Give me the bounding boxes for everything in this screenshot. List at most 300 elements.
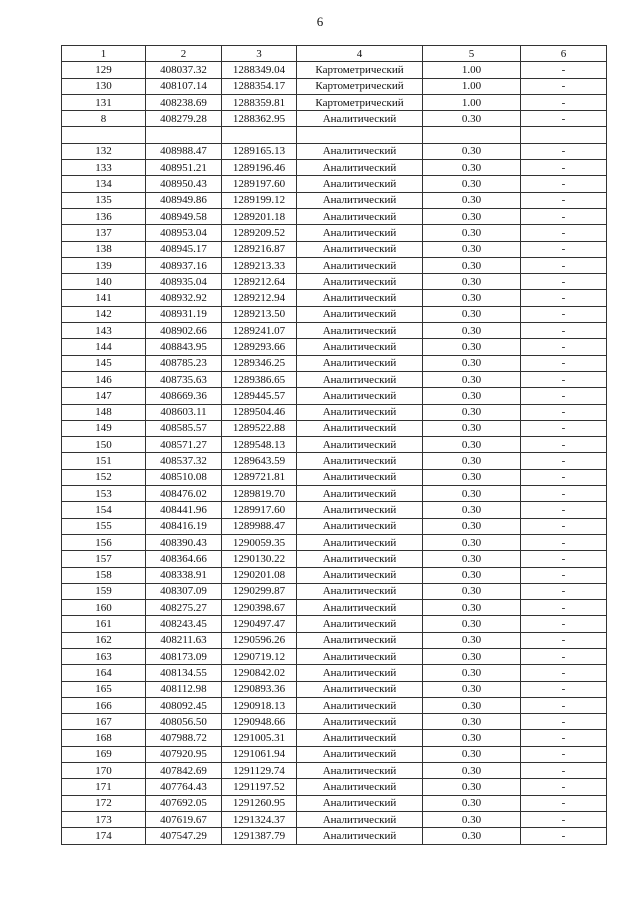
accuracy-cell: 0.30 [423,371,521,387]
accuracy-cell: 0.30 [423,404,521,420]
description-cell: - [521,62,607,78]
description-cell: - [521,323,607,339]
description-cell: - [521,339,607,355]
y-coordinate-cell: 1291260.95 [222,795,297,811]
table-row [62,811,607,827]
description-cell: - [521,697,607,713]
table-row [62,665,607,681]
x-coordinate-cell: 408238.69 [146,94,222,110]
description-cell: - [521,274,607,290]
y-coordinate-cell: 1289917.60 [222,502,297,518]
x-coordinate-cell: 407988.72 [146,730,222,746]
y-coordinate-cell: 1291324.37 [222,811,297,827]
spacer-cell [423,127,521,143]
description-cell: - [521,143,607,159]
header-cell-5: 5 [423,46,521,62]
accuracy-cell: 0.30 [423,600,521,616]
description-cell: - [521,534,607,550]
header-row [62,46,607,62]
x-coordinate-cell: 408571.27 [146,437,222,453]
method-cell: Аналитический [297,469,423,485]
description-cell: - [521,518,607,534]
header-cell-2: 2 [146,46,222,62]
accuracy-cell: 0.30 [423,779,521,795]
point-number-cell: 130 [62,78,146,94]
x-coordinate-cell: 408931.19 [146,306,222,322]
method-cell: Аналитический [297,518,423,534]
table-row [62,518,607,534]
point-number-cell: 144 [62,339,146,355]
description-cell: - [521,730,607,746]
page-number: 6 [316,14,324,29]
accuracy-cell: 0.30 [423,290,521,306]
x-coordinate-cell: 408107.14 [146,78,222,94]
accuracy-cell: 0.30 [423,665,521,681]
point-number-cell: 160 [62,600,146,616]
table-row [62,111,607,127]
y-coordinate-cell: 1289199.12 [222,192,297,208]
table-row [62,388,607,404]
description-cell: - [521,94,607,110]
description-cell: - [521,469,607,485]
accuracy-cell: 0.30 [423,274,521,290]
point-number-cell: 131 [62,94,146,110]
point-number-cell: 134 [62,176,146,192]
x-coordinate-cell: 408134.55 [146,665,222,681]
coordinates-table [61,45,607,845]
description-cell: - [521,306,607,322]
x-coordinate-cell: 408669.36 [146,388,222,404]
table-row [62,323,607,339]
table-row [62,616,607,632]
x-coordinate-cell: 407764.43 [146,779,222,795]
point-number-cell: 145 [62,355,146,371]
y-coordinate-cell: 1289504.46 [222,404,297,420]
x-coordinate-cell: 408953.04 [146,225,222,241]
y-coordinate-cell: 1289197.60 [222,176,297,192]
x-coordinate-cell: 407842.69 [146,763,222,779]
y-coordinate-cell: 1289721.81 [222,469,297,485]
table-row [62,176,607,192]
point-number-cell: 150 [62,437,146,453]
description-cell: - [521,78,607,94]
y-coordinate-cell: 1291005.31 [222,730,297,746]
point-number-cell: 138 [62,241,146,257]
x-coordinate-cell: 408112.98 [146,681,222,697]
description-cell: - [521,437,607,453]
y-coordinate-cell: 1289293.66 [222,339,297,355]
accuracy-cell: 0.30 [423,518,521,534]
accuracy-cell: 0.30 [423,746,521,762]
table-row [62,274,607,290]
method-cell: Аналитический [297,811,423,827]
spacer-cell [297,127,423,143]
y-coordinate-cell: 1290948.66 [222,714,297,730]
table-row [62,795,607,811]
accuracy-cell: 1.00 [423,78,521,94]
x-coordinate-cell: 408338.91 [146,567,222,583]
method-cell: Аналитический [297,192,423,208]
point-number-cell: 164 [62,665,146,681]
point-number-cell: 143 [62,323,146,339]
x-coordinate-cell: 408935.04 [146,274,222,290]
accuracy-cell: 0.30 [423,306,521,322]
spacer-cell [521,127,607,143]
accuracy-cell: 0.30 [423,616,521,632]
table-row [62,632,607,648]
method-cell: Аналитический [297,795,423,811]
header-cell-4: 4 [297,46,423,62]
description-cell: - [521,665,607,681]
point-number-cell: 151 [62,453,146,469]
method-cell: Аналитический [297,339,423,355]
point-number-cell: 165 [62,681,146,697]
y-coordinate-cell: 1288359.81 [222,94,297,110]
method-cell: Аналитический [297,453,423,469]
x-coordinate-cell: 408603.11 [146,404,222,420]
method-cell: Аналитический [297,486,423,502]
point-number-cell: 167 [62,714,146,730]
point-number-cell: 173 [62,811,146,827]
method-cell: Аналитический [297,730,423,746]
method-cell: Аналитический [297,355,423,371]
description-cell: - [521,632,607,648]
method-cell: Картометрический [297,94,423,110]
accuracy-cell: 0.30 [423,192,521,208]
description-cell: - [521,176,607,192]
x-coordinate-cell: 408735.63 [146,371,222,387]
accuracy-cell: 0.30 [423,323,521,339]
description-cell: - [521,502,607,518]
x-coordinate-cell: 408951.21 [146,160,222,176]
x-coordinate-cell: 408902.66 [146,323,222,339]
point-number-cell: 148 [62,404,146,420]
table-row [62,420,607,436]
method-cell: Картометрический [297,62,423,78]
y-coordinate-cell: 1290893.36 [222,681,297,697]
y-coordinate-cell: 1289212.94 [222,290,297,306]
x-coordinate-cell: 408037.32 [146,62,222,78]
method-cell: Аналитический [297,257,423,273]
x-coordinate-cell: 408937.16 [146,257,222,273]
accuracy-cell: 0.30 [423,730,521,746]
spacer-cell [62,127,146,143]
description-cell: - [521,371,607,387]
description-cell: - [521,616,607,632]
method-cell: Аналитический [297,274,423,290]
y-coordinate-cell: 1289212.64 [222,274,297,290]
method-cell: Аналитический [297,714,423,730]
description-cell: - [521,828,607,844]
x-coordinate-cell: 408932.92 [146,290,222,306]
y-coordinate-cell: 1288362.95 [222,111,297,127]
x-coordinate-cell: 408173.09 [146,648,222,664]
x-coordinate-cell: 408056.50 [146,714,222,730]
description-cell: - [521,290,607,306]
point-number-cell: 149 [62,420,146,436]
y-coordinate-cell: 1289643.59 [222,453,297,469]
x-coordinate-cell: 408537.32 [146,453,222,469]
point-number-cell: 161 [62,616,146,632]
point-number-cell: 154 [62,502,146,518]
table-row [62,355,607,371]
accuracy-cell: 0.30 [423,453,521,469]
x-coordinate-cell: 408785.23 [146,355,222,371]
method-cell: Аналитический [297,665,423,681]
header-cell-1: 1 [62,46,146,62]
y-coordinate-cell: 1289241.07 [222,323,297,339]
y-coordinate-cell: 1289216.87 [222,241,297,257]
accuracy-cell: 0.30 [423,502,521,518]
description-cell: - [521,811,607,827]
y-coordinate-cell: 1291197.52 [222,779,297,795]
point-number-cell: 129 [62,62,146,78]
description-cell: - [521,257,607,273]
y-coordinate-cell: 1290398.67 [222,600,297,616]
accuracy-cell: 0.30 [423,681,521,697]
method-cell: Аналитический [297,290,423,306]
table-row [62,486,607,502]
x-coordinate-cell: 408092.45 [146,697,222,713]
method-cell: Аналитический [297,208,423,224]
table-row [62,828,607,844]
x-coordinate-cell: 408307.09 [146,583,222,599]
method-cell: Аналитический [297,241,423,257]
description-cell: - [521,241,607,257]
point-number-cell: 141 [62,290,146,306]
point-number-cell: 170 [62,763,146,779]
accuracy-cell: 0.30 [423,225,521,241]
accuracy-cell: 0.30 [423,208,521,224]
x-coordinate-cell: 407619.67 [146,811,222,827]
method-cell: Аналитический [297,388,423,404]
method-cell: Аналитический [297,111,423,127]
point-number-cell: 169 [62,746,146,762]
point-number-cell: 168 [62,730,146,746]
method-cell: Аналитический [297,551,423,567]
description-cell: - [521,681,607,697]
accuracy-cell: 0.30 [423,469,521,485]
table-row [62,453,607,469]
table-row [62,404,607,420]
point-number-cell: 152 [62,469,146,485]
accuracy-cell: 1.00 [423,94,521,110]
method-cell: Аналитический [297,371,423,387]
y-coordinate-cell: 1290130.22 [222,551,297,567]
accuracy-cell: 0.30 [423,437,521,453]
accuracy-cell: 0.30 [423,534,521,550]
spacer-cell [146,127,222,143]
accuracy-cell: 0.30 [423,160,521,176]
point-number-cell: 140 [62,274,146,290]
accuracy-cell: 0.30 [423,486,521,502]
point-number-cell: 157 [62,551,146,567]
description-cell: - [521,404,607,420]
x-coordinate-cell: 408275.27 [146,600,222,616]
description-cell: - [521,746,607,762]
method-cell: Аналитический [297,583,423,599]
method-cell: Аналитический [297,225,423,241]
point-number-cell: 172 [62,795,146,811]
table-row [62,502,607,518]
table-row [62,208,607,224]
y-coordinate-cell: 1289346.25 [222,355,297,371]
method-cell: Аналитический [297,160,423,176]
table-row [62,583,607,599]
x-coordinate-cell: 408279.28 [146,111,222,127]
y-coordinate-cell: 1289522.88 [222,420,297,436]
point-number-cell: 8 [62,111,146,127]
y-coordinate-cell: 1289386.65 [222,371,297,387]
description-cell: - [521,453,607,469]
table-row [62,697,607,713]
accuracy-cell: 0.30 [423,795,521,811]
x-coordinate-cell: 408364.66 [146,551,222,567]
description-cell: - [521,420,607,436]
y-coordinate-cell: 1290299.87 [222,583,297,599]
y-coordinate-cell: 1291061.94 [222,746,297,762]
x-coordinate-cell: 408843.95 [146,339,222,355]
accuracy-cell: 0.30 [423,567,521,583]
table-row [62,779,607,795]
accuracy-cell: 0.30 [423,763,521,779]
method-cell: Аналитический [297,502,423,518]
description-cell: - [521,567,607,583]
point-number-cell: 159 [62,583,146,599]
method-cell: Аналитический [297,763,423,779]
x-coordinate-cell: 407547.29 [146,828,222,844]
y-coordinate-cell: 1291129.74 [222,763,297,779]
y-coordinate-cell: 1290719.12 [222,648,297,664]
x-coordinate-cell: 408441.96 [146,502,222,518]
point-number-cell: 156 [62,534,146,550]
point-number-cell: 135 [62,192,146,208]
table-row [62,648,607,664]
table-row [62,714,607,730]
x-coordinate-cell: 408390.43 [146,534,222,550]
y-coordinate-cell: 1290059.35 [222,534,297,550]
description-cell: - [521,583,607,599]
spacer-row [62,127,607,143]
x-coordinate-cell: 407920.95 [146,746,222,762]
table-row [62,257,607,273]
y-coordinate-cell: 1288354.17 [222,78,297,94]
point-number-cell: 132 [62,143,146,159]
point-number-cell: 174 [62,828,146,844]
x-coordinate-cell: 407692.05 [146,795,222,811]
table-body [62,62,607,844]
y-coordinate-cell: 1289445.57 [222,388,297,404]
x-coordinate-cell: 408211.63 [146,632,222,648]
accuracy-cell: 0.30 [423,714,521,730]
x-coordinate-cell: 408950.43 [146,176,222,192]
description-cell: - [521,111,607,127]
accuracy-cell: 0.30 [423,632,521,648]
y-coordinate-cell: 1291387.79 [222,828,297,844]
accuracy-cell: 0.30 [423,111,521,127]
x-coordinate-cell: 408949.58 [146,208,222,224]
point-number-cell: 133 [62,160,146,176]
description-cell: - [521,208,607,224]
table-row [62,160,607,176]
table-row [62,437,607,453]
method-cell: Аналитический [297,534,423,550]
description-cell: - [521,486,607,502]
description-cell: - [521,648,607,664]
table-row [62,62,607,78]
description-cell: - [521,763,607,779]
accuracy-cell: 0.30 [423,339,521,355]
point-number-cell: 171 [62,779,146,795]
table-row [62,681,607,697]
method-cell: Аналитический [297,681,423,697]
x-coordinate-cell: 408243.45 [146,616,222,632]
accuracy-cell: 0.30 [423,355,521,371]
accuracy-cell: 0.30 [423,420,521,436]
point-number-cell: 162 [62,632,146,648]
accuracy-cell: 0.30 [423,176,521,192]
point-number-cell: 163 [62,648,146,664]
description-cell: - [521,355,607,371]
method-cell: Аналитический [297,437,423,453]
description-cell: - [521,388,607,404]
point-number-cell: 155 [62,518,146,534]
table-row [62,143,607,159]
point-number-cell: 136 [62,208,146,224]
method-cell: Аналитический [297,779,423,795]
table-row [62,78,607,94]
method-cell: Аналитический [297,616,423,632]
table-row [62,551,607,567]
y-coordinate-cell: 1290842.02 [222,665,297,681]
table-row [62,306,607,322]
method-cell: Аналитический [297,404,423,420]
table-row [62,241,607,257]
method-cell: Аналитический [297,306,423,322]
description-cell: - [521,225,607,241]
table-row [62,730,607,746]
table-row [62,746,607,762]
x-coordinate-cell: 408585.57 [146,420,222,436]
description-cell: - [521,160,607,176]
method-cell: Аналитический [297,420,423,436]
accuracy-cell: 0.30 [423,648,521,664]
y-coordinate-cell: 1288349.04 [222,62,297,78]
method-cell: Аналитический [297,567,423,583]
point-number-cell: 147 [62,388,146,404]
y-coordinate-cell: 1289819.70 [222,486,297,502]
x-coordinate-cell: 408416.19 [146,518,222,534]
method-cell: Аналитический [297,648,423,664]
accuracy-cell: 0.30 [423,828,521,844]
description-cell: - [521,714,607,730]
x-coordinate-cell: 408476.02 [146,486,222,502]
description-cell: - [521,600,607,616]
method-cell: Аналитический [297,828,423,844]
point-number-cell: 142 [62,306,146,322]
table-row [62,567,607,583]
x-coordinate-cell: 408949.86 [146,192,222,208]
point-number-cell: 146 [62,371,146,387]
table-row [62,371,607,387]
y-coordinate-cell: 1290596.26 [222,632,297,648]
accuracy-cell: 0.30 [423,241,521,257]
header-cell-6: 6 [521,46,607,62]
accuracy-cell: 0.30 [423,583,521,599]
x-coordinate-cell: 408945.17 [146,241,222,257]
method-cell: Картометрический [297,78,423,94]
table-row [62,94,607,110]
